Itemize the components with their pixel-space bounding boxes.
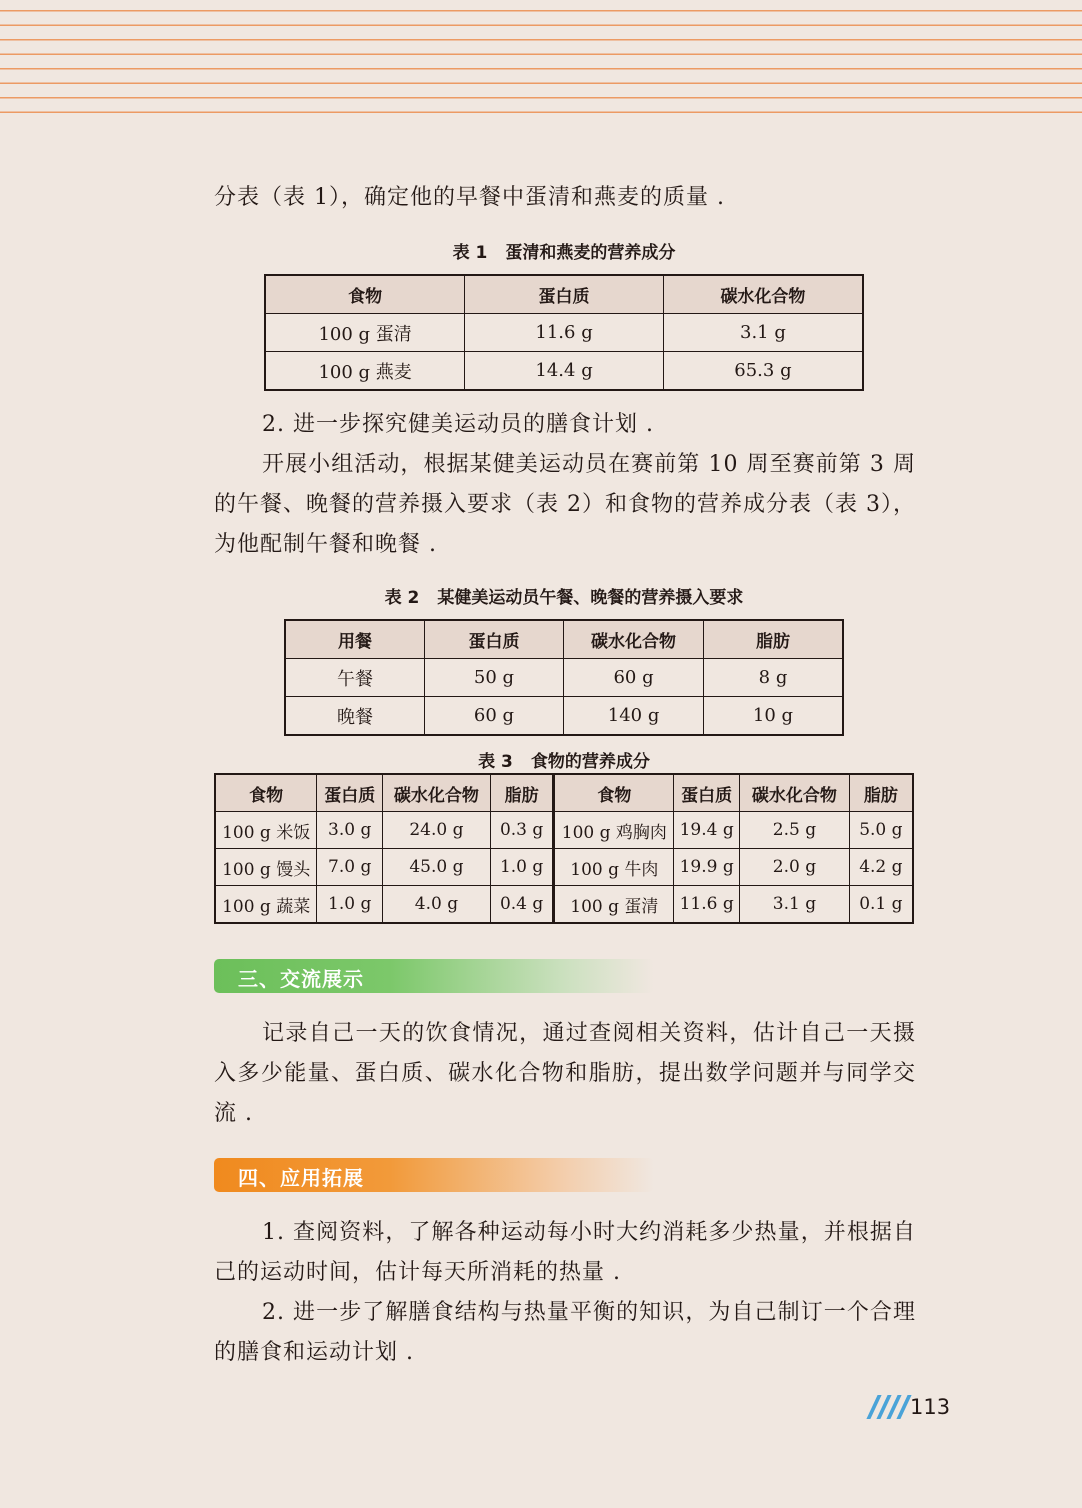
- table1-number: 表 1: [452, 243, 488, 263]
- page-number: 113: [910, 1395, 951, 1419]
- table-cell: 1.0 g: [317, 886, 383, 924]
- section4-item-1: 1. 查阅资料，了解各种运动每小时大约消耗多少热量，并根据自己的运动时间，估计每天所消耗的热量 .: [214, 1220, 916, 1285]
- table-cell: 100 g 蔬菜: [215, 886, 317, 924]
- table-header-cell: 食物: [215, 774, 317, 812]
- table-cell: 5.0 g: [849, 812, 913, 849]
- table-cell: 100 g 鸡胸肉: [554, 812, 674, 849]
- table-cell: 45.0 g: [383, 849, 491, 886]
- table-header-cell: 蛋白质: [465, 275, 664, 314]
- table-header-cell: 碳水化合物: [383, 774, 491, 812]
- table-cell: 140 g: [564, 697, 704, 736]
- table-cell: 100 g 燕麦: [265, 352, 465, 391]
- section4-item-2: 2. 进一步了解膳食结构与热量平衡的知识，为自己制订一个合理的膳食和运动计划 .: [214, 1300, 916, 1365]
- table-row: [215, 886, 913, 924]
- table-cell: 65.3 g: [663, 352, 863, 391]
- table-header-cell: 蛋白质: [424, 620, 563, 659]
- section3-heading-bar: [214, 959, 654, 993]
- table-cell: 晚餐: [285, 697, 424, 736]
- table-cell: 60 g: [564, 659, 704, 697]
- table3-caption: [478, 747, 650, 772]
- table-header-row: [285, 620, 843, 659]
- table-cell: 7.0 g: [317, 849, 383, 886]
- table3: [214, 773, 914, 924]
- table-header-cell: 脂肪: [704, 620, 844, 659]
- table-header-cell: 蛋白质: [317, 774, 383, 812]
- step2-title: 2. 进一步探究健美运动员的膳食计划 .: [262, 412, 654, 437]
- table-cell: 100 g 米饭: [215, 812, 317, 849]
- table1: [264, 274, 864, 391]
- table-row: [265, 314, 863, 352]
- table-header-cell: 碳水化合物: [740, 774, 850, 812]
- table-header-cell: 蛋白质: [674, 774, 740, 812]
- table-header-row: [265, 275, 863, 314]
- table-cell: 4.2 g: [849, 849, 913, 886]
- table-header-row: [215, 774, 913, 812]
- table-header-cell: 碳水化合物: [564, 620, 704, 659]
- intro-paragraph: 分表（表 1），确定他的早餐中蛋清和燕麦的质量 .: [214, 185, 725, 210]
- table-cell: 50 g: [424, 659, 563, 697]
- table-cell: 8 g: [704, 659, 844, 697]
- table-header-cell: 食物: [554, 774, 674, 812]
- section3-heading: 三、交流展示: [238, 967, 364, 991]
- table-cell: 11.6 g: [465, 314, 664, 352]
- table2-title: 某健美运动员午餐、晚餐的营养摄入要求: [437, 588, 744, 608]
- table-cell: 3.0 g: [317, 812, 383, 849]
- table-cell: 24.0 g: [383, 812, 491, 849]
- header-decoration-lines: [0, 0, 1082, 118]
- section4-heading-bar: [214, 1158, 654, 1192]
- table-cell: 0.3 g: [490, 812, 554, 849]
- section4-heading: 四、应用拓展: [238, 1166, 364, 1190]
- page-number-marker: [868, 1393, 950, 1421]
- table2-caption: [385, 583, 744, 608]
- table1-title: 蛋清和燕麦的营养成分: [505, 243, 676, 263]
- table-cell: 11.6 g: [674, 886, 740, 924]
- table1-caption: [453, 238, 676, 263]
- table-cell: 0.4 g: [490, 886, 554, 924]
- table-cell: 4.0 g: [383, 886, 491, 924]
- table-cell: 0.1 g: [849, 886, 913, 924]
- table-row: [285, 697, 843, 736]
- table-cell: 2.5 g: [740, 812, 850, 849]
- table3-title: 食物的营养成分: [530, 752, 650, 772]
- page-stripes-icon: [868, 1395, 908, 1419]
- table-cell: 3.1 g: [740, 886, 850, 924]
- table-cell: 10 g: [704, 697, 844, 736]
- table2: [284, 619, 844, 736]
- table-header-cell: 用餐: [285, 620, 424, 659]
- table-cell: 100 g 馒头: [215, 849, 317, 886]
- table-cell: 19.9 g: [674, 849, 740, 886]
- table3-number: 表 3: [478, 752, 513, 772]
- table-cell: 午餐: [285, 659, 424, 697]
- table-row: [285, 659, 843, 697]
- table-header-cell: 脂肪: [849, 774, 913, 812]
- table-cell: 19.4 g: [674, 812, 740, 849]
- table-row: [215, 812, 913, 849]
- table-cell: 2.0 g: [740, 849, 850, 886]
- table-cell: 3.1 g: [663, 314, 863, 352]
- table-cell: 100 g 蛋清: [265, 314, 465, 352]
- step2-body: 开展小组活动，根据某健美运动员在赛前第 10 周至赛前第 3 周的午餐、晚餐的营养摄入要求（表 2）和食物的营养成分表（表 3），为他配制午餐和晚餐 .: [214, 452, 916, 557]
- table-cell: 100 g 蛋清: [554, 886, 674, 924]
- table-row: [265, 352, 863, 391]
- table-header-cell: 脂肪: [490, 774, 554, 812]
- table2-number: 表 2: [384, 588, 420, 608]
- table-header-cell: 食物: [265, 275, 465, 314]
- section3-body: 记录自己一天的饮食情况，通过查阅相关资料，估计自己一天摄入多少能量、蛋白质、碳水化合物和脂肪，提出数学问题并与同学交流 .: [214, 1021, 916, 1126]
- table-cell: 1.0 g: [490, 849, 554, 886]
- table-cell: 100 g 牛肉: [554, 849, 674, 886]
- table-row: [215, 849, 913, 886]
- table-cell: 60 g: [424, 697, 563, 736]
- table-header-cell: 碳水化合物: [663, 275, 863, 314]
- table-cell: 14.4 g: [465, 352, 664, 391]
